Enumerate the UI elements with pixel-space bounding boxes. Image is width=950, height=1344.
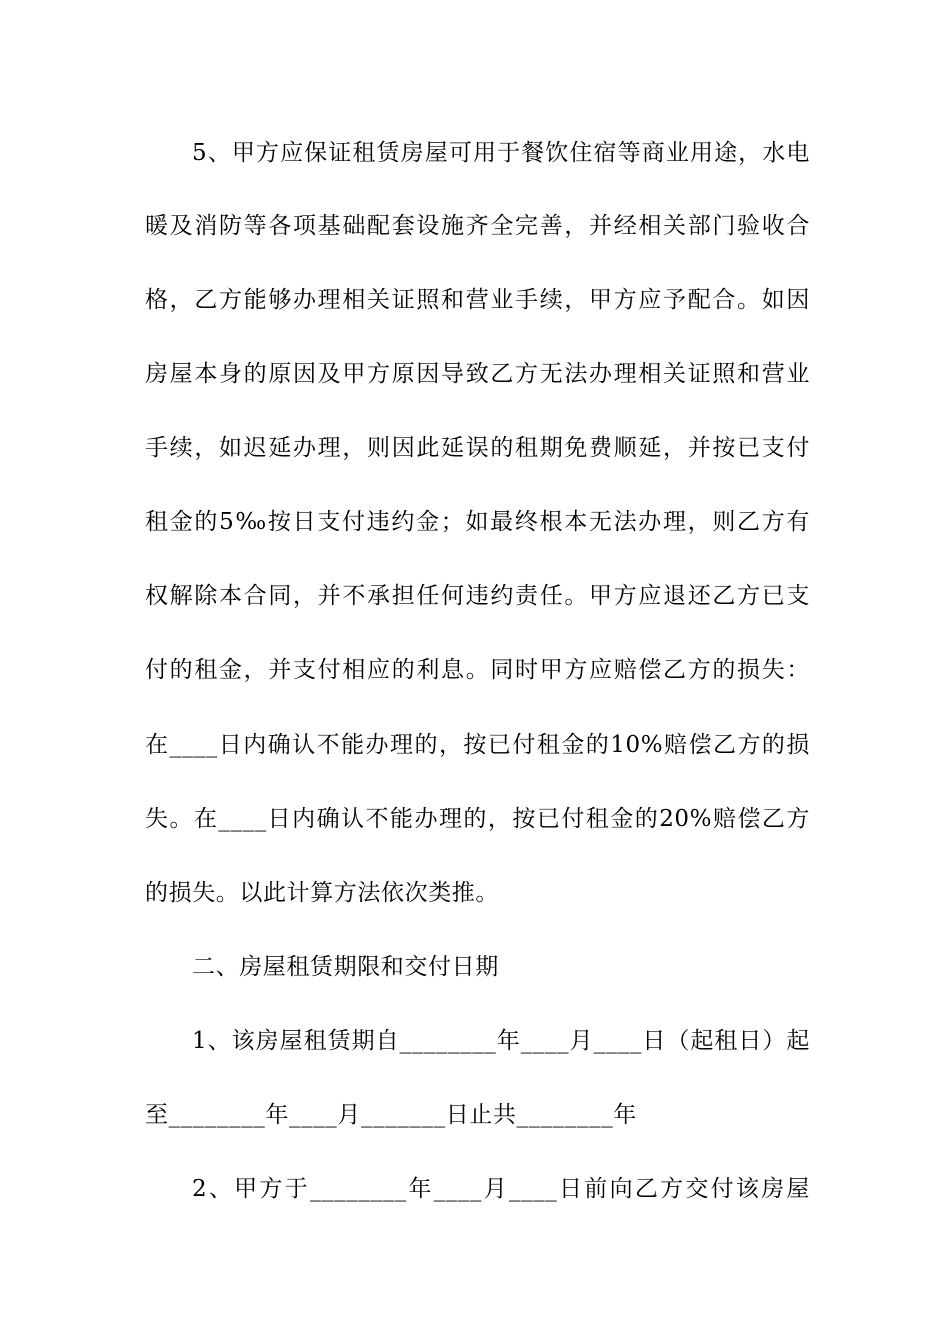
paragraph-line: 5、甲方应保证租赁房屋可用于餐饮住宿等商业用途，水电 [192,140,810,166]
paragraph-line: 1、该房屋租赁期自________年____月____日（起租日）起 [192,1028,810,1054]
paragraph-line: 租金的5‰按日支付违约金；如最终根本无法办理，则乙方有 [145,509,810,535]
paragraph-line: 的损失。以此计算方法依次类推。 [145,880,499,906]
paragraph-line: 格，乙方能够办理相关证照和营业手续，甲方应予配合。如因 [145,287,810,313]
paragraph-line: 权解除本合同，并不承担任何违约责任。甲方应退还乙方已支 [145,583,810,609]
paragraph-line: 至________年____月_______日止共________年 [145,1102,637,1128]
section-heading: 二、房屋租赁期限和交付日期 [192,954,499,980]
paragraph-line: 2、甲方于________年____月____日前向乙方交付该房屋 [192,1176,810,1202]
paragraph-line: 房屋本身的原因及甲方原因导致乙方无法办理相关证照和营业 [145,361,810,387]
paragraph-line: 失。在____日内确认不能办理的，按已付租金的20%赔偿乙方 [145,806,810,832]
paragraph-line: 手续，如迟延办理，则因此延误的租期免费顺延，并按已支付 [145,435,810,461]
paragraph-line: 暖及消防等各项基础配套设施齐全完善，并经相关部门验收合 [145,213,810,239]
paragraph-line: 在____日内确认不能办理的，按已付租金的10%赔偿乙方的损 [145,732,810,758]
paragraph-line: 付的租金，并支付相应的利息。同时甲方应赔偿乙方的损失： [145,657,810,683]
